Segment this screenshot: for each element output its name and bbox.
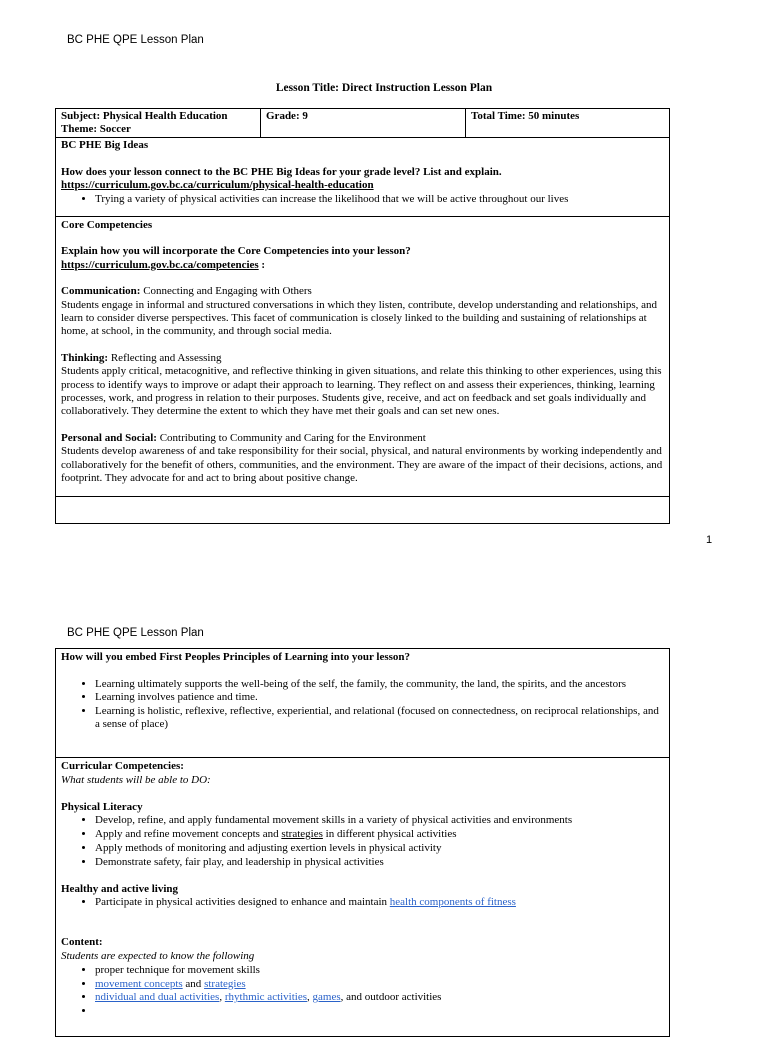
big-ideas-link[interactable]: https://curriculum.gov.bc.ca/curriculum/physical-health-education bbox=[61, 179, 374, 191]
big-ideas-section bbox=[55, 137, 670, 217]
physical-literacy-heading: Physical Literacy bbox=[61, 800, 143, 813]
games-link[interactable]: games bbox=[312, 991, 341, 1004]
core-heading: Core Competencies bbox=[61, 219, 153, 231]
lesson-title: Lesson Title: Direct Instruction Lesson Plan bbox=[275, 82, 493, 94]
list-item: • Learning is holistic, reflexive, reflective, experiential, and relational (focused on connectedness, on reciprocal relationships, and a sense of place) bbox=[95, 705, 664, 732]
big-ideas-list bbox=[61, 193, 664, 207]
page-number: 1 bbox=[706, 534, 713, 546]
info-row bbox=[55, 108, 670, 138]
subject-cell bbox=[56, 109, 260, 137]
page-header-2: BC PHE QPE Lesson Plan bbox=[67, 627, 204, 639]
content-list bbox=[61, 964, 664, 1019]
list-item-text: in different physical activities bbox=[322, 828, 457, 841]
content-subheading: Students are expected to know the following bbox=[61, 949, 255, 962]
thinking-title: Reflecting and Assessing bbox=[108, 351, 222, 364]
list-item: • Learning ultimately supports the well-being of the self, the family, the community, the land, the spirits, and the ancestors bbox=[95, 678, 664, 692]
communication-text: Students engage in informal and structured conversations in which they listen, contribute, develop understanding and relationships, and learn to consider diverse perspectives. This facet of communication is closely linked to the building and sustaining of relationships at home, at school, in the community, and through social media. bbox=[61, 298, 657, 338]
list-item bbox=[95, 991, 664, 1005]
grade-cell: Grade: 9 bbox=[260, 109, 465, 137]
page-header: BC PHE QPE Lesson Plan bbox=[67, 34, 204, 46]
individual-dual-link[interactable]: ndividual and dual activities bbox=[95, 991, 220, 1004]
strategies-link[interactable]: strategies bbox=[281, 828, 323, 841]
list-item-text: , bbox=[307, 991, 313, 1004]
movement-concepts-link[interactable]: movement concepts bbox=[95, 977, 183, 990]
communication-title: Connecting and Engaging with Others bbox=[140, 285, 312, 298]
list-item-text: , and outdoor activities bbox=[340, 991, 442, 1004]
list-item bbox=[95, 828, 664, 842]
core-link[interactable]: https://curriculum.gov.bc.ca/competencies bbox=[61, 258, 259, 271]
healthy-living-heading: Healthy and active living bbox=[61, 882, 179, 895]
list-item: • Trying a variety of physical activities can increase the likelihood that we will be active throughout our lives bbox=[95, 193, 664, 207]
list-item bbox=[95, 978, 664, 992]
list-item-text: Participate in physical activities designed to enhance and maintain bbox=[95, 896, 390, 909]
theme: Theme: Soccer bbox=[61, 123, 131, 135]
big-ideas-question: How does your lesson connect to the BC PHE Big Ideas for your grade level? List and explain. bbox=[61, 165, 502, 178]
first-peoples-section bbox=[55, 648, 670, 758]
curricular-section bbox=[55, 757, 670, 1037]
list-item-text: Apply and refine movement concepts and bbox=[95, 828, 282, 841]
curricular-subheading: What students will be able to DO: bbox=[61, 773, 211, 786]
list-item: • Demonstrate safety, fair play, and leadership in physical activities bbox=[95, 856, 664, 870]
personal-label: Personal and Social: bbox=[61, 431, 157, 444]
total-time-cell: Total Time: 50 minutes bbox=[465, 109, 669, 137]
communication-label: Communication: bbox=[61, 285, 141, 298]
core-link-suffix: : bbox=[258, 258, 266, 271]
content-heading: Content: bbox=[61, 936, 103, 949]
health-components-link[interactable]: health components of fitness bbox=[389, 896, 516, 909]
first-peoples-list bbox=[61, 678, 664, 732]
big-ideas-heading: BC PHE Big Ideas bbox=[61, 139, 149, 151]
core-question: Explain how you will incorporate the Core Competencies into your lesson? bbox=[61, 245, 411, 258]
core-competencies-section bbox=[55, 216, 670, 497]
list-item-empty bbox=[95, 1005, 664, 1019]
thinking-text: Students apply critical, metacognitive, and reflective thinking in given situations, and relate this thinking to other experiences, using this process to identify ways to improve or adapt their approach to learning. They reflect on and assess their experiences, thinking, learning processes, work, and progress in relation to their purposes. Students give, receive, and act on feedback and set goals individually and collaboratively. They determine the extent to which they have met their goals and can set new ones. bbox=[61, 365, 662, 418]
list-item: • Apply methods of monitoring and adjusting exertion levels in physical activity bbox=[95, 842, 664, 856]
curricular-heading: Curricular Competencies: bbox=[61, 760, 184, 772]
physical-literacy-list bbox=[61, 814, 664, 869]
healthy-living-list bbox=[61, 896, 664, 910]
personal-title: Contributing to Community and Caring for the Environment bbox=[156, 431, 426, 444]
list-item: • Develop, refine, and apply fundamental movement skills in a variety of physical activities and environments bbox=[95, 814, 664, 828]
list-item-text: and bbox=[182, 977, 205, 990]
list-item-text: , bbox=[219, 991, 225, 1004]
strategies-link[interactable]: strategies bbox=[204, 977, 246, 990]
personal-text: Students develop awareness of and take responsibility for their social, physical, and natural environments by working independently and collaboratively for the benefit of others, communities, and the environment. They are aware of the impact of their decisions, actions, and footprint. They advocate for and act to bring about positive change. bbox=[61, 445, 663, 485]
list-item: • Learning involves patience and time. bbox=[95, 691, 664, 705]
subject: Subject: Physical Health Education bbox=[61, 110, 228, 122]
first-peoples-question: How will you embed First Peoples Principles of Learning into your lesson? bbox=[61, 651, 411, 663]
thinking-label: Thinking: bbox=[61, 351, 109, 364]
list-item bbox=[95, 896, 664, 910]
list-item: • proper technique for movement skills bbox=[95, 964, 664, 978]
empty-row bbox=[55, 496, 670, 524]
rhythmic-activities-link[interactable]: rhythmic activities bbox=[224, 991, 308, 1004]
